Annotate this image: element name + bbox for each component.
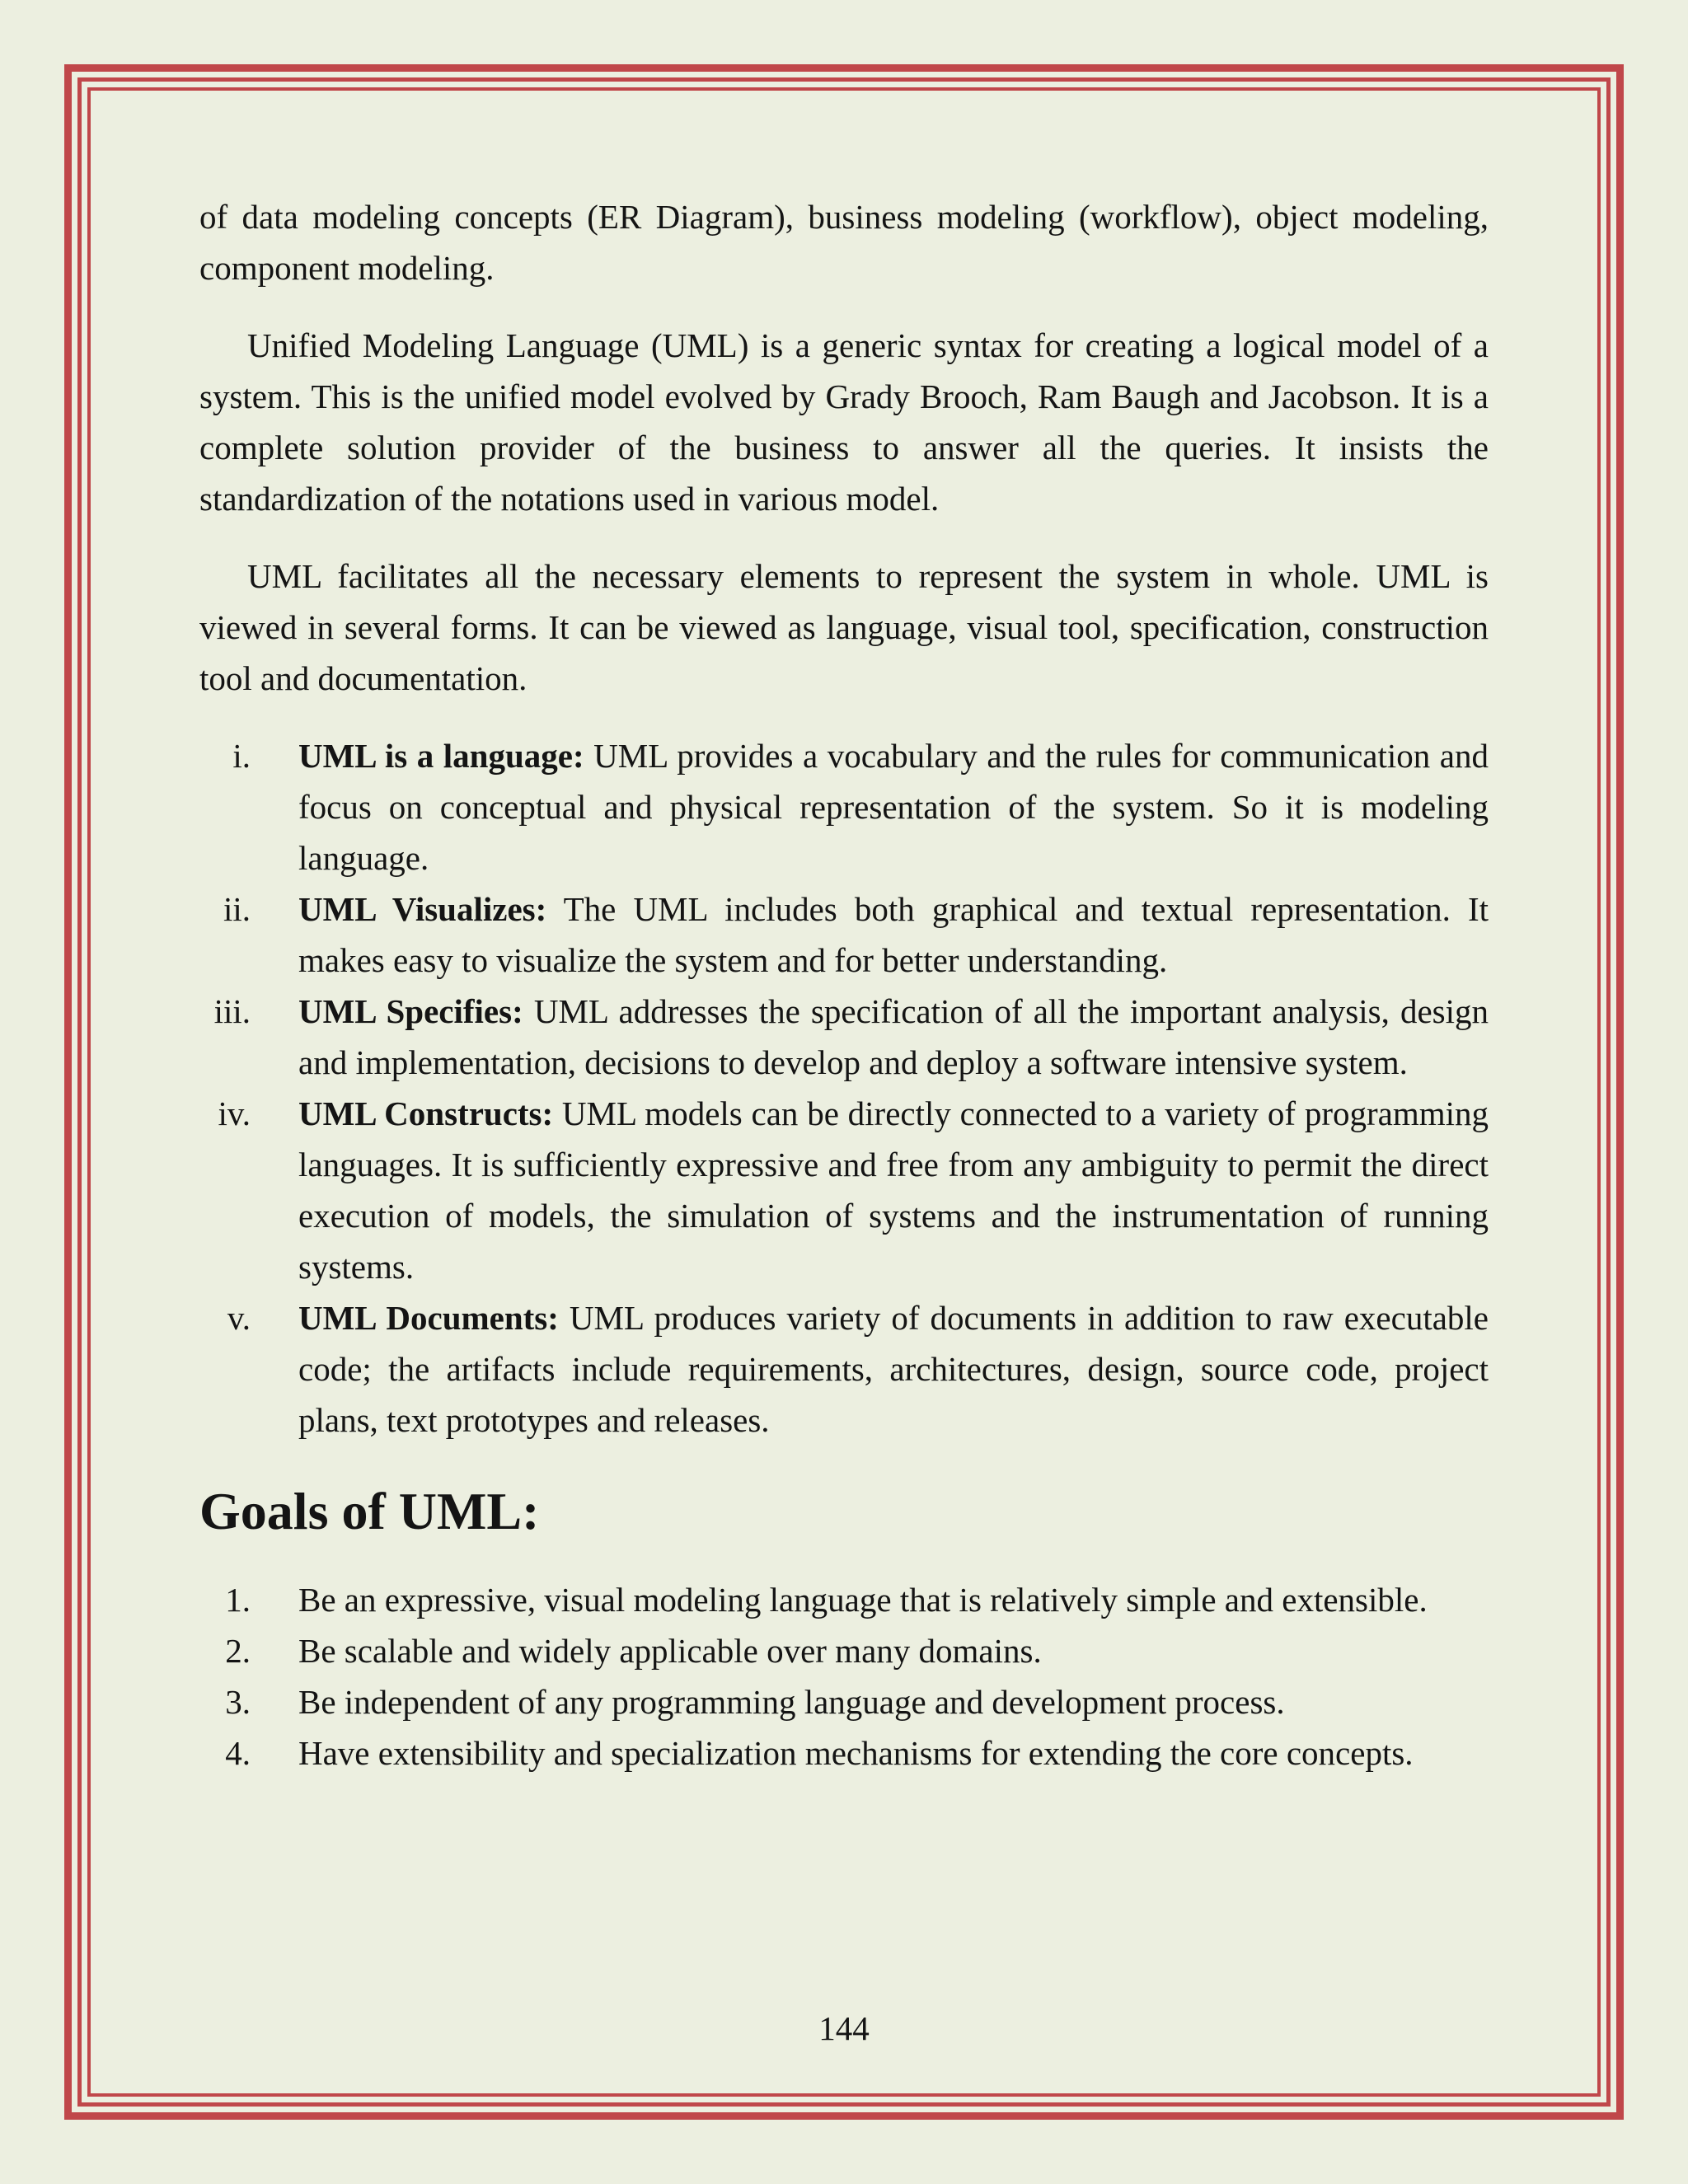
list-item	[199, 1727, 1489, 1779]
list-item-term: UML Constructs:	[298, 1094, 554, 1132]
list-marker: iii.	[213, 992, 251, 1030]
list-item-term: UML Visualizes:	[298, 890, 547, 928]
list-item-term: UML is a language:	[298, 737, 584, 775]
list-item-text: UML models can be directly connected to a variety of programming languages. It is sufficiently expressive and free from any ambiguity to permit the direct execution of models, the simulation of systems and the instrumentation of running systems.	[298, 1094, 1489, 1286]
list-item-text: Be independent of any programming language and development process.	[298, 1683, 1285, 1721]
list-item-text: The UML includes both graphical and textual representation. It makes easy to visualize the system and for better understanding.	[298, 890, 1489, 979]
list-item-text: UML produces variety of documents in addition to raw executable code; the artifacts include requirements, architectures, design, source code, project plans, text prototypes and releases.	[298, 1299, 1489, 1439]
list-item-term: UML Documents:	[298, 1299, 559, 1337]
list-marker: i.	[232, 737, 251, 775]
list-marker: iv.	[218, 1094, 251, 1132]
uml-forms-intro-paragraph: UML facilitates all the necessary elements to represent the system in whole. UML is viewed in several forms. It can be viewed as language, visual tool, specification, construction tool and documentation.	[199, 557, 1489, 697]
list-item	[199, 1676, 1489, 1727]
goals-heading: Goals of UML:	[199, 1482, 540, 1540]
list-item	[199, 1625, 1489, 1676]
continued-paragraph: of data modeling concepts (ER Diagram), business modeling (workflow), object modeling, component modeling.	[199, 198, 1489, 287]
list-item	[199, 1574, 1489, 1625]
list-item	[199, 986, 1489, 1088]
list-item-text: Be scalable and widely applicable over many domains.	[298, 1632, 1042, 1670]
list-marker: 1.	[225, 1581, 251, 1619]
list-marker: v.	[227, 1299, 251, 1337]
goals-list	[199, 1574, 1489, 1779]
list-marker: 2.	[225, 1632, 251, 1670]
list-marker: 4.	[225, 1734, 251, 1772]
page-content	[199, 191, 1489, 1779]
list-marker: 3.	[225, 1683, 251, 1721]
list-marker: ii.	[223, 890, 251, 928]
list-item-text: UML provides a vocabulary and the rules for communication and focus on conceptual and physical representation of the system. So it is modeling language.	[298, 737, 1489, 877]
list-item	[199, 1088, 1489, 1292]
list-item	[199, 1292, 1489, 1446]
page-number: 144	[818, 2009, 870, 2047]
list-item	[199, 730, 1489, 883]
list-item-text: Have extensibility and specialization mechanisms for extending the core concepts.	[298, 1734, 1414, 1772]
uml-definition-paragraph: Unified Modeling Language (UML) is a generic syntax for creating a logical model of a system. This is the unified model evolved by Grady Brooch, Ram Baugh and Jacobson. It is a complete solution provider of the business to answer all the queries. It insists the standardization of the notations used in various model.	[199, 326, 1489, 518]
list-item	[199, 883, 1489, 986]
list-item-text: Be an expressive, visual modeling language that is relatively simple and extensible.	[298, 1581, 1428, 1619]
list-item-text: UML addresses the specification of all the important analysis, design and implementation, decisions to develop and deploy a software intensive system.	[298, 992, 1489, 1081]
uml-forms-list	[199, 730, 1489, 1446]
list-item-term: UML Specifies:	[298, 992, 523, 1030]
